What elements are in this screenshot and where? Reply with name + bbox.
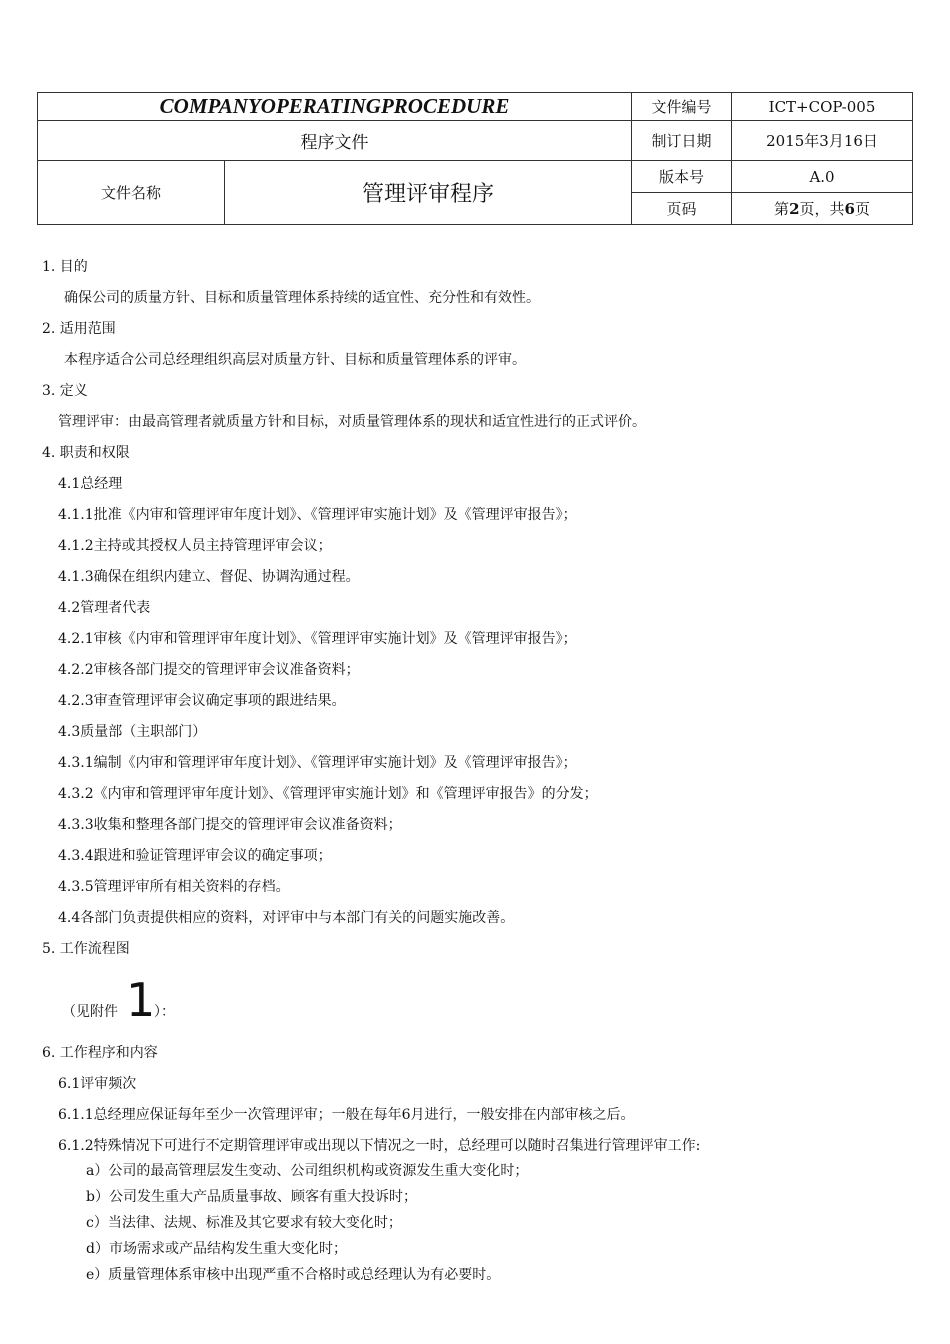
- doc-no-label: 文件编号: [632, 93, 732, 121]
- subsection-4-3: 4.3质量部（主职部门）: [58, 724, 207, 740]
- item-4-1-1: 4.1.1批准《内审和管理评审年度计划》、《管理评审实施计划》及《管理评审报告》；: [58, 507, 577, 523]
- item-4-2-3: 4.2.3审查管理评审会议确定事项的跟进结果。: [58, 693, 346, 709]
- item-4-2-2: 4.2.2审核各部门提交的管理评审会议准备资料；: [58, 662, 360, 678]
- page-label: 页码: [632, 193, 732, 225]
- attachment-suffix: ）：: [154, 1004, 175, 1020]
- section-3-heading: 3. 定义: [42, 383, 88, 399]
- item-4-1-2: 4.1.2主持或其授权人员主持管理评审会议；: [58, 538, 332, 554]
- doc-name-label: 文件名称: [38, 161, 225, 225]
- condition-c: c）当法律、法规、标准及其它要求有较大变化时；: [86, 1215, 402, 1231]
- scope-text: 本程序适合公司总经理组织高层对质量方针、目标和质量管理体系的评审。: [64, 352, 526, 368]
- subsection-6-1: 6.1评审频次: [58, 1076, 137, 1092]
- attachment-number: 1: [126, 973, 156, 1027]
- item-4-3-2: 4.3.2《内审和管理评审年度计划》、《管理评审实施计划》和《管理评审报告》的分发；: [58, 786, 598, 802]
- document-header-table: [37, 92, 913, 225]
- subsection-4-1: 4.1总经理: [58, 476, 123, 492]
- section-1-heading: 1. 目的: [42, 259, 88, 275]
- definition-text: 管理评审：由最高管理者就质量方针和目标，对质量管理体系的现状和适宜性进行的正式评价。: [58, 414, 646, 430]
- item-4-3-4: 4.3.4跟进和验证管理评审会议的确定事项；: [58, 848, 332, 864]
- item-6-1-1: 6.1.1总经理应保证每年至少一次管理评审；一般在每年6月进行，一般安排在内部审核之后。: [58, 1107, 635, 1123]
- date-label: 制订日期: [632, 121, 732, 161]
- page-value: 第2页，共6页: [732, 193, 913, 225]
- doc-no-value: ICT+COP-005: [732, 93, 913, 121]
- date-value: 2015年3月16日: [732, 121, 913, 161]
- section-4-heading: 4. 职责和权限: [42, 445, 130, 461]
- item-4-1-3: 4.1.3确保在组织内建立、督促、协调沟通过程。: [58, 569, 360, 585]
- item-4-3-3: 4.3.3收集和整理各部门提交的管理评审会议准备资料；: [58, 817, 402, 833]
- purpose-text: 确保公司的质量方针、目标和质量管理体系持续的适宜性、充分性和有效性。: [64, 290, 540, 306]
- version-label: 版本号: [632, 161, 732, 193]
- version-value: A.0: [732, 161, 913, 193]
- condition-d: d）市场需求或产品结构发生重大变化时；: [86, 1241, 347, 1257]
- section-6-heading: 6. 工作程序和内容: [42, 1045, 158, 1061]
- section-2-heading: 2. 适用范围: [42, 321, 116, 337]
- item-4-2-1: 4.2.1审核《内审和管理评审年度计划》、《管理评审实施计划》及《管理评审报告》；: [58, 631, 577, 647]
- section-5-heading: 5. 工作流程图: [42, 941, 130, 957]
- subsection-4-4: 4.4各部门负责提供相应的资料，对评审中与本部门有关的问题实施改善。: [58, 910, 515, 926]
- condition-a: a）公司的最高管理层发生变动、公司组织机构或资源发生重大变化时；: [86, 1163, 529, 1179]
- item-4-3-5: 4.3.5管理评审所有相关资料的存档。: [58, 879, 290, 895]
- title-chinese: 程序文件: [38, 121, 632, 161]
- attachment-prefix: （见附件: [62, 1004, 118, 1020]
- condition-b: b）公司发生重大产品质量事故、顾客有重大投诉时；: [86, 1189, 417, 1205]
- doc-name-value: 管理评审程序: [225, 161, 632, 225]
- condition-e: e）质量管理体系审核中出现严重不合格时或总经理认为有必要时。: [86, 1267, 501, 1283]
- item-6-1-2: 6.1.2特殊情况下可进行不定期管理评审或出现以下情况之一时，总经理可以随时召集进行管理评审工作:: [58, 1138, 701, 1154]
- item-4-3-1: 4.3.1编制《内审和管理评审年度计划》、《管理评审实施计划》及《管理评审报告》；: [58, 755, 577, 771]
- title-english: COMPANYOPERATINGPROCEDURE: [38, 93, 632, 121]
- subsection-4-2: 4.2管理者代表: [58, 600, 151, 616]
